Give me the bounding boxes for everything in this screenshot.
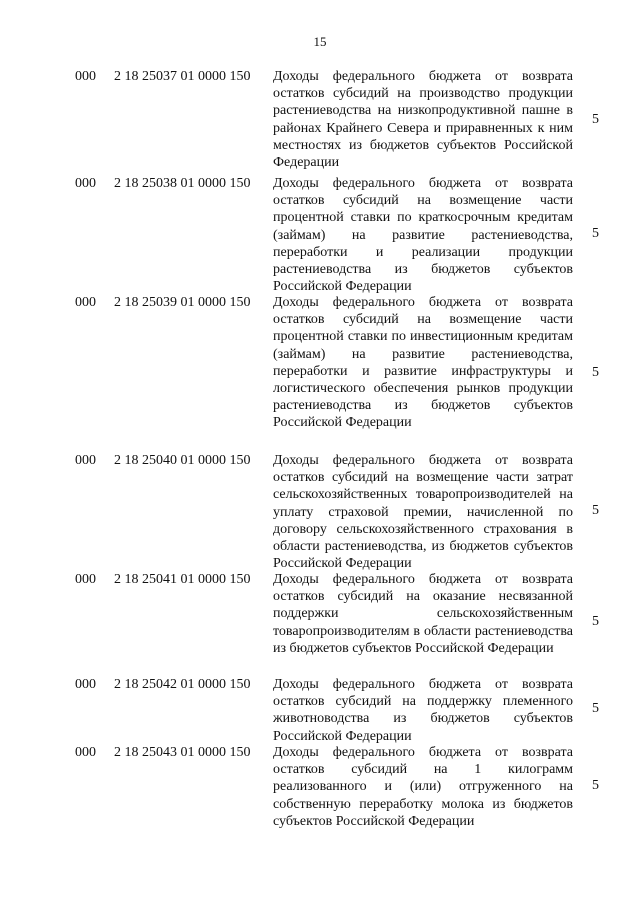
revenue-description: Доходы федерального бюджета от возврата остатков субсидий на оказание несвязанной поддержки сельскохозяйственным товаропроизводителям в области растениеводства из бюджетов субъектов Российской Федерации: [273, 572, 573, 656]
admin-code: 000: [75, 176, 96, 191]
budget-classification-code: 2 18 25039 01 0000 150: [114, 295, 251, 310]
revenue-description: Доходы федерального бюджета от возврата остатков субсидий на возмещение части процентной ставки по краткосрочным кредитам (займам) на развитие растениеводства, переработки и реализации продукции растениеводства из бюджетов субъектов Российской Федерации: [273, 176, 573, 295]
budget-classification-code: 2 18 25038 01 0000 150: [114, 176, 251, 191]
budget-classification-code: 2 18 25042 01 0000 150: [114, 677, 251, 692]
admin-code: 000: [75, 295, 96, 310]
budget-classification-code: 2 18 25043 01 0000 150: [114, 745, 251, 760]
allocation-norm: 5: [592, 503, 599, 518]
page-number: 15: [313, 34, 327, 49]
budget-classification-code: 2 18 25037 01 0000 150: [114, 69, 251, 84]
admin-code: 000: [75, 572, 96, 587]
budget-classification-code: 2 18 25040 01 0000 150: [114, 453, 251, 468]
revenue-description: Доходы федерального бюджета от возврата остатков субсидий на поддержку племенного животноводства из бюджетов субъектов Российской Федерации: [273, 677, 573, 744]
revenue-description: Доходы федерального бюджета от возврата остатков субсидий на 1 килограмм реализованного и (или) отгруженного на собственную переработку молока из бюджетов субъектов Российской Федерации: [273, 745, 573, 829]
allocation-norm: 5: [592, 112, 599, 127]
allocation-norm: 5: [592, 778, 599, 793]
admin-code: 000: [75, 677, 96, 692]
revenue-description: Доходы федерального бюджета от возврата остатков субсидий на производство продукции растениеводства на низкопродуктивной пашне в районах Крайнего Севера и приравненных к ним местностях из бюджетов субъектов Российской Федерации: [273, 69, 573, 171]
allocation-norm: 5: [592, 226, 599, 241]
budget-classification-code: 2 18 25041 01 0000 150: [114, 572, 251, 587]
admin-code: 000: [75, 69, 96, 84]
admin-code: 000: [75, 745, 96, 760]
allocation-norm: 5: [592, 614, 599, 629]
allocation-norm: 5: [592, 701, 599, 716]
allocation-norm: 5: [592, 365, 599, 380]
revenue-description: Доходы федерального бюджета от возврата остатков субсидий на возмещение части затрат сельскохозяйственных товаропроизводителей на уплату страховой премии, начисленной по договору сельскохозяйственного страхования в области растениеводства, из бюджетов субъектов Российской Федерации: [273, 453, 573, 572]
revenue-description: Доходы федерального бюджета от возврата остатков субсидий на возмещение части процентной ставки по инвестиционным кредитам (займам) на развитие растениеводства, переработки и развитие инфраструктуры и логистического обеспечения рынков продукции растениеводства из бюджетов субъектов Российской Федерации: [273, 295, 573, 431]
admin-code: 000: [75, 453, 96, 468]
